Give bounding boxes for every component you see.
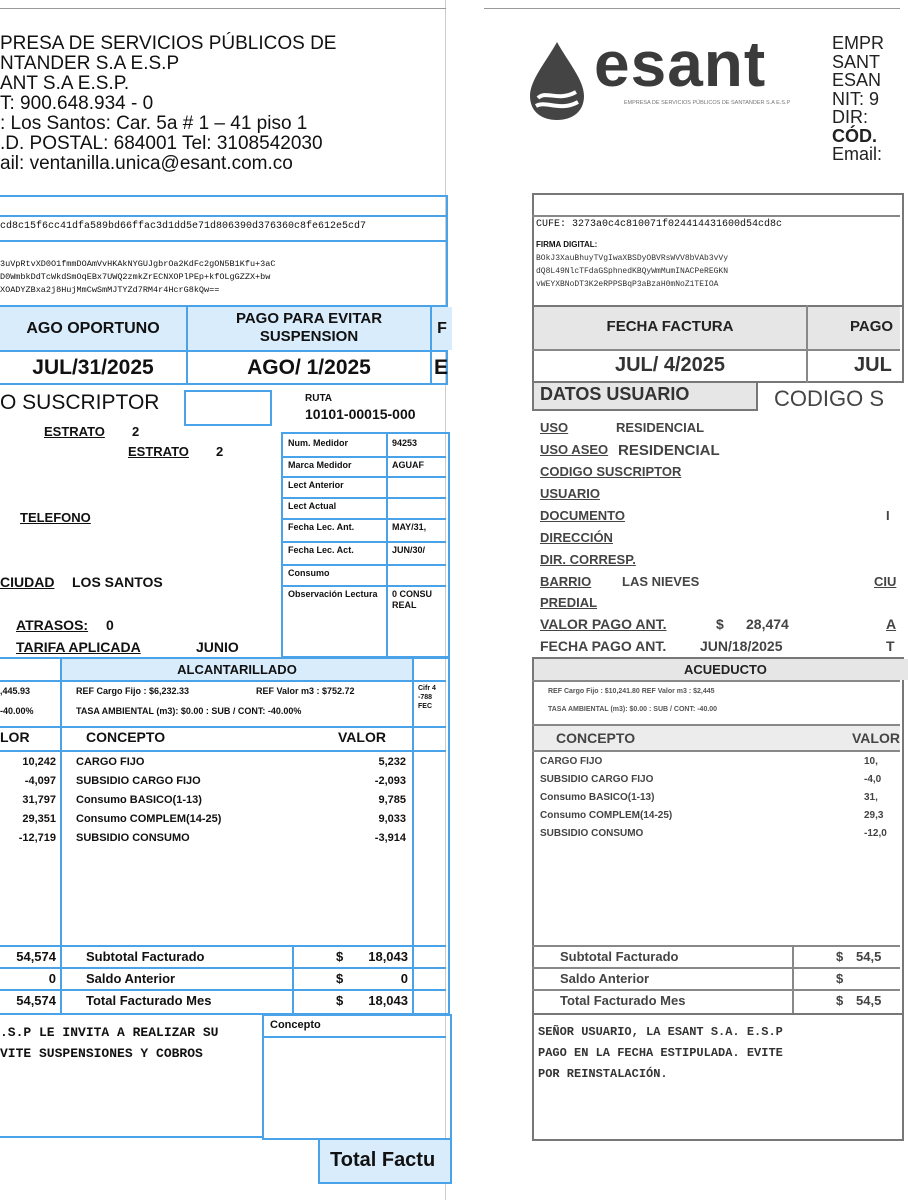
divider [281, 585, 446, 587]
total-label: Saldo Anterior [560, 971, 650, 986]
acu-concepto: Consumo BASICO(1-13) [540, 792, 655, 803]
company-line: NTANDER S.A E.S.P [0, 53, 180, 74]
company-header [0, 34, 336, 174]
divider [386, 432, 388, 658]
acu-valor: 10, [864, 756, 878, 767]
valor-header: VALOR [852, 730, 900, 746]
firma-digital [0, 258, 275, 297]
company-line: Email: [832, 144, 883, 164]
message-line: POR REINSTALACIÓN. [538, 1067, 668, 1081]
company-line: EMPR [832, 33, 885, 53]
company-line: DIR: [832, 107, 868, 127]
firma-line: dQ8L49NlcTFdaGSphnedKBQyWmMumINACPeREGKN [536, 267, 729, 276]
alcantarillado-header: ALCANTARILLADO [62, 659, 412, 680]
telefono-label: TELEFONO [20, 510, 91, 525]
barrio-value: LAS NIEVES [622, 574, 700, 589]
meter-row-label: Marca Medidor [288, 460, 352, 470]
total-currency: $ [836, 993, 844, 1008]
company-line: PRESA DE SERVICIOS PÚBLICOS DE [0, 33, 337, 54]
concepto-header: CONCEPTO [86, 729, 166, 745]
total-left-value: 0 [48, 971, 56, 986]
estrato-label: ESTRATO [44, 424, 105, 439]
ciudad-value: LOS SANTOS [72, 574, 163, 590]
acueducto-value: 31,797 [22, 794, 56, 806]
uso-label: USO [540, 420, 569, 435]
total-value: 18,043 [368, 993, 408, 1008]
divider [0, 967, 446, 969]
total-currency: $ [336, 971, 344, 986]
company-line: ail: ventanilla.unica@esant.com.co [0, 153, 293, 174]
concepto-box [262, 1014, 452, 1140]
company-line: CÓD. [832, 125, 877, 146]
estrato-aseo-label: ESTRATO [128, 444, 189, 459]
direccion-label: DIRECCIÓN [540, 530, 613, 545]
meter-row-value: 0 CONSU REAL [392, 589, 433, 610]
left-invoice-page [0, 0, 449, 1200]
atrasos-value: 0 [106, 617, 114, 633]
ruta-value: 10101-00015-000 [305, 406, 416, 422]
divider [292, 945, 294, 1015]
cufe-value: cd8c15f6cc41dfa589bd66ffac3d1dd5e71d806390d376360c8fe612e5cd7 [0, 221, 367, 232]
total-value: 0 [400, 971, 408, 986]
total-value: 54,5 [856, 949, 882, 964]
total-value: 18,043 [368, 949, 408, 964]
fecha-factura-value: JUL/ 4/2025 [614, 354, 726, 376]
col3-header: F [432, 307, 452, 350]
acu-concepto: CARGO FIJO [540, 756, 603, 767]
pago-label: PAGO [808, 307, 900, 349]
meter-row-label: Fecha Lec. Act. [288, 545, 354, 555]
ciudad-label: CIU [874, 574, 897, 589]
acu-valor: 29,3 [864, 810, 884, 821]
fecha-pago-label: FECHA PAGO ANT. [540, 638, 667, 654]
divider [281, 456, 446, 458]
water-drop-logo-icon [524, 40, 590, 122]
top-rule [0, 8, 446, 9]
meter-row-label: Num. Medidor [288, 438, 348, 448]
alc-concepto: SUBSIDIO CARGO FIJO [76, 775, 201, 787]
alc-valor: 9,785 [378, 794, 406, 806]
acu-valor: -4,0 [864, 774, 882, 785]
meter-row-label: Lect Anterior [288, 480, 344, 490]
divider [532, 989, 900, 991]
divider [281, 518, 446, 520]
pago-oportuno-date: JUL/31/2025 [32, 356, 154, 379]
acueducto-value: 29,351 [22, 813, 56, 825]
divider [532, 349, 900, 351]
barrio-label: BARRIO [540, 574, 592, 589]
total-currency: $ [836, 949, 844, 964]
predial-label: PREDIAL [540, 595, 598, 610]
total-label: Total Facturado Mes [560, 993, 686, 1008]
usuario-label: USUARIO [540, 486, 600, 501]
cufe-value: CUFE: 3273a0c4c810071f024414431600d54cd8c [536, 219, 783, 230]
total-left-value: 54,574 [16, 993, 56, 1008]
dir-corresp-label: DIR. CORRESP. [540, 552, 636, 567]
divider [281, 476, 446, 478]
company-line: ANT S.A E.S.P. [0, 73, 130, 94]
estrato-value: 2 [132, 424, 140, 439]
divider [0, 350, 446, 352]
alc-concepto: SUBSIDIO CONSUMO [76, 832, 190, 844]
uso-value: RESIDENCIAL [616, 420, 705, 435]
valor-header-left: LOR [0, 729, 30, 745]
acu-concepto: SUBSIDIO CONSUMO [540, 828, 644, 839]
tasa-left: -40.00% [0, 706, 34, 716]
codigo-suscriptor-title: CODIGO S [774, 386, 885, 411]
t-label: T [886, 638, 895, 654]
fecha-factura-label: FECHA FACTURA [534, 307, 806, 349]
alc-valor: -3,914 [374, 832, 406, 844]
company-line: ESAN [832, 70, 882, 90]
right-edge-text: Cifr 4 -788 FEC [418, 685, 436, 710]
divider [532, 967, 900, 969]
divider [281, 541, 446, 543]
firma-label: FIRMA DIGITAL: [536, 240, 598, 249]
total-currency: $ [336, 993, 344, 1008]
pago-value: JUL [854, 354, 892, 376]
acueducto-value: 10,242 [22, 756, 56, 768]
top-rule [484, 8, 900, 9]
col3-value: E [434, 356, 449, 379]
acueducto-value: -12,719 [18, 832, 56, 844]
valor-pago-currency: $ [716, 616, 724, 632]
acu-valor: -12,0 [864, 828, 887, 839]
concepto-box-label: Concepto [270, 1019, 321, 1031]
acu-ref: REF Cargo Fijo : $10,241.80 REF Valor m3 : $2,445 [548, 688, 715, 695]
alc-concepto: Consumo BASICO(1-13) [76, 794, 202, 806]
message-line: VITE SUSPENSIONES Y COBROS [0, 1046, 203, 1061]
logo-text: esant [594, 28, 767, 100]
message-line: SEÑOR USUARIO, LA ESANT S.A. E.S.P [538, 1025, 783, 1039]
divider [532, 945, 900, 947]
company-line: T: 900.648.934 - 0 [0, 93, 154, 114]
firma-digital [536, 252, 728, 291]
acueducto-header: ACUEDUCTO [534, 659, 908, 680]
atrasos-label: ATRASOS: [16, 617, 89, 633]
ref-cargo-left: ,445.93 [0, 686, 31, 696]
alc-valor: 9,033 [378, 813, 406, 825]
message-line: PAGO EN LA FECHA ESTIPULADA. EVITE [538, 1046, 783, 1060]
divider [281, 564, 446, 566]
concepto-header: CONCEPTO [556, 730, 636, 746]
divider [0, 945, 446, 947]
total-currency: $ [836, 971, 844, 986]
company-header [832, 34, 884, 164]
acueducto-value: -4,097 [24, 775, 56, 787]
divider [0, 726, 446, 728]
divider [0, 680, 446, 682]
message [0, 1022, 218, 1064]
divider [532, 750, 900, 752]
firma-line: 3uVpRtvXD0O1fmmDOAmVvHKAkNYGUJgbrOa2KdFc2gON5B1Kfu+3aC [0, 259, 276, 269]
valor-pago-value: 28,474 [746, 616, 789, 632]
meter-row-value: JUN/30/ [392, 545, 426, 555]
firma-line: D0WmbkDdTcWkdSmOqEBx7UWQ2zmkZrECNXOPlPEp+kfOLgGZZX+bw [0, 272, 271, 282]
meter-row-label: Lect Actual [288, 501, 337, 511]
alc-valor: -2,093 [374, 775, 406, 787]
divider [0, 1136, 262, 1138]
ciudad-label: CIUDAD [0, 574, 55, 590]
ruta-label: RUTA [305, 393, 333, 404]
meter-row-label: Observación Lectura [288, 589, 378, 599]
meter-row-value: MAY/31, [392, 522, 427, 532]
alc-concepto: Consumo COMPLEM(14-25) [76, 813, 222, 825]
uso-aseo-value: RESIDENCIAL [618, 442, 720, 459]
divider [0, 750, 446, 752]
tarifa-label: TARIFA APLICADA [16, 639, 141, 655]
alc-concepto: CARGO FIJO [76, 756, 145, 768]
divider [0, 215, 446, 217]
divider [532, 215, 900, 217]
company-line: .D. POSTAL: 684001 Tel: 3108542030 [0, 133, 323, 154]
pago-oportuno-label: AGO OPORTUNO [0, 307, 186, 350]
uso-aseo-label: USO ASEO [540, 442, 609, 457]
meter-row-value: 94253 [392, 438, 418, 448]
meter-row-label: Fecha Lec. Ant. [288, 522, 355, 532]
message-line: .S.P LE INVITA A REALIZAR SU [0, 1025, 219, 1040]
alc-ref-cargo: REF Cargo Fijo : $6,232.33 [76, 686, 190, 696]
divider [0, 240, 446, 242]
divider [60, 945, 62, 1015]
fecha-pago-value: JUN/18/2025 [700, 638, 783, 654]
company-line: : Los Santos: Car. 5a # 1 – 41 piso 1 [0, 113, 308, 134]
divider [792, 945, 794, 1015]
company-line: NIT: 9 [832, 88, 880, 109]
total-label: Saldo Anterior [86, 971, 176, 986]
tarifa-value: JUNIO [196, 639, 239, 655]
divider [281, 497, 446, 499]
documento-label: DOCUMENTO [540, 508, 625, 523]
divider [60, 657, 62, 945]
suscriptor-label: O SUSCRIPTOR [0, 391, 160, 414]
divider [262, 1036, 446, 1038]
documento-value: I [886, 508, 890, 523]
pago-evitar-date: AGO/ 1/2025 [247, 356, 371, 379]
codigo-suscriptor-label: CODIGO SUSCRIPTOR [540, 464, 682, 479]
total-currency: $ [336, 949, 344, 964]
firma-line: XOADYZBxa2j8HujMmCwSmMJTYZd7RM4r4HcrG8kQw== [0, 285, 220, 295]
total-label: Total Facturado Mes [86, 993, 212, 1008]
logo-subtext: EMPRESA DE SERVICIOS PÚBLICOS DE SANTANDER S.A E.S.P [623, 100, 791, 106]
total-label: Subtotal Facturado [560, 949, 679, 964]
firma-line: vWEYXBNoDT3K2eRPPSBqP3aBzaH0mNoZ1TEIOA [536, 280, 719, 289]
message [538, 1022, 783, 1085]
total-value: 54,5 [856, 993, 882, 1008]
meter-row-value: AGUAF [392, 460, 424, 470]
alc-tasa: TASA AMBIENTAL (m3): $0.00 : SUB / CONT: -40.00% [76, 706, 302, 716]
a-label: A [886, 616, 897, 632]
alc-ref-valor: REF Valor m3 : $752.72 [256, 686, 355, 696]
right-invoice-page [484, 0, 900, 1200]
divider [412, 657, 414, 1015]
valor-header: VALOR [338, 729, 386, 745]
alc-valor: 5,232 [378, 756, 406, 768]
estrato-aseo-value: 2 [216, 444, 224, 459]
divider [0, 989, 446, 991]
firma-line: BOkJ3XauBhuyTVgIwaXBSDyOBVRsWVV8bVAb3vVy [536, 254, 729, 263]
acu-concepto: SUBSIDIO CARGO FIJO [540, 774, 654, 785]
acu-tasa: TASA AMBIENTAL (m3): $0.00 : SUB / CONT: -40.00 [548, 706, 718, 713]
meter-row-label: Consumo [288, 568, 330, 578]
datos-usuario-label: DATOS USUARIO [540, 384, 690, 404]
codigo-box [184, 390, 272, 426]
company-line: SANT [832, 51, 881, 72]
total-factura-label: Total Factu [320, 1140, 450, 1182]
valor-pago-label: VALOR PAGO ANT. [540, 616, 667, 632]
pago-evitar-label: PAGO PARA EVITAR SUSPENSION [188, 307, 430, 350]
total-label: Subtotal Facturado [86, 949, 205, 964]
acu-concepto: Consumo COMPLEM(14-25) [540, 810, 673, 821]
total-left-value: 54,574 [16, 949, 56, 964]
acu-valor: 31, [864, 792, 878, 803]
divider [532, 680, 900, 682]
